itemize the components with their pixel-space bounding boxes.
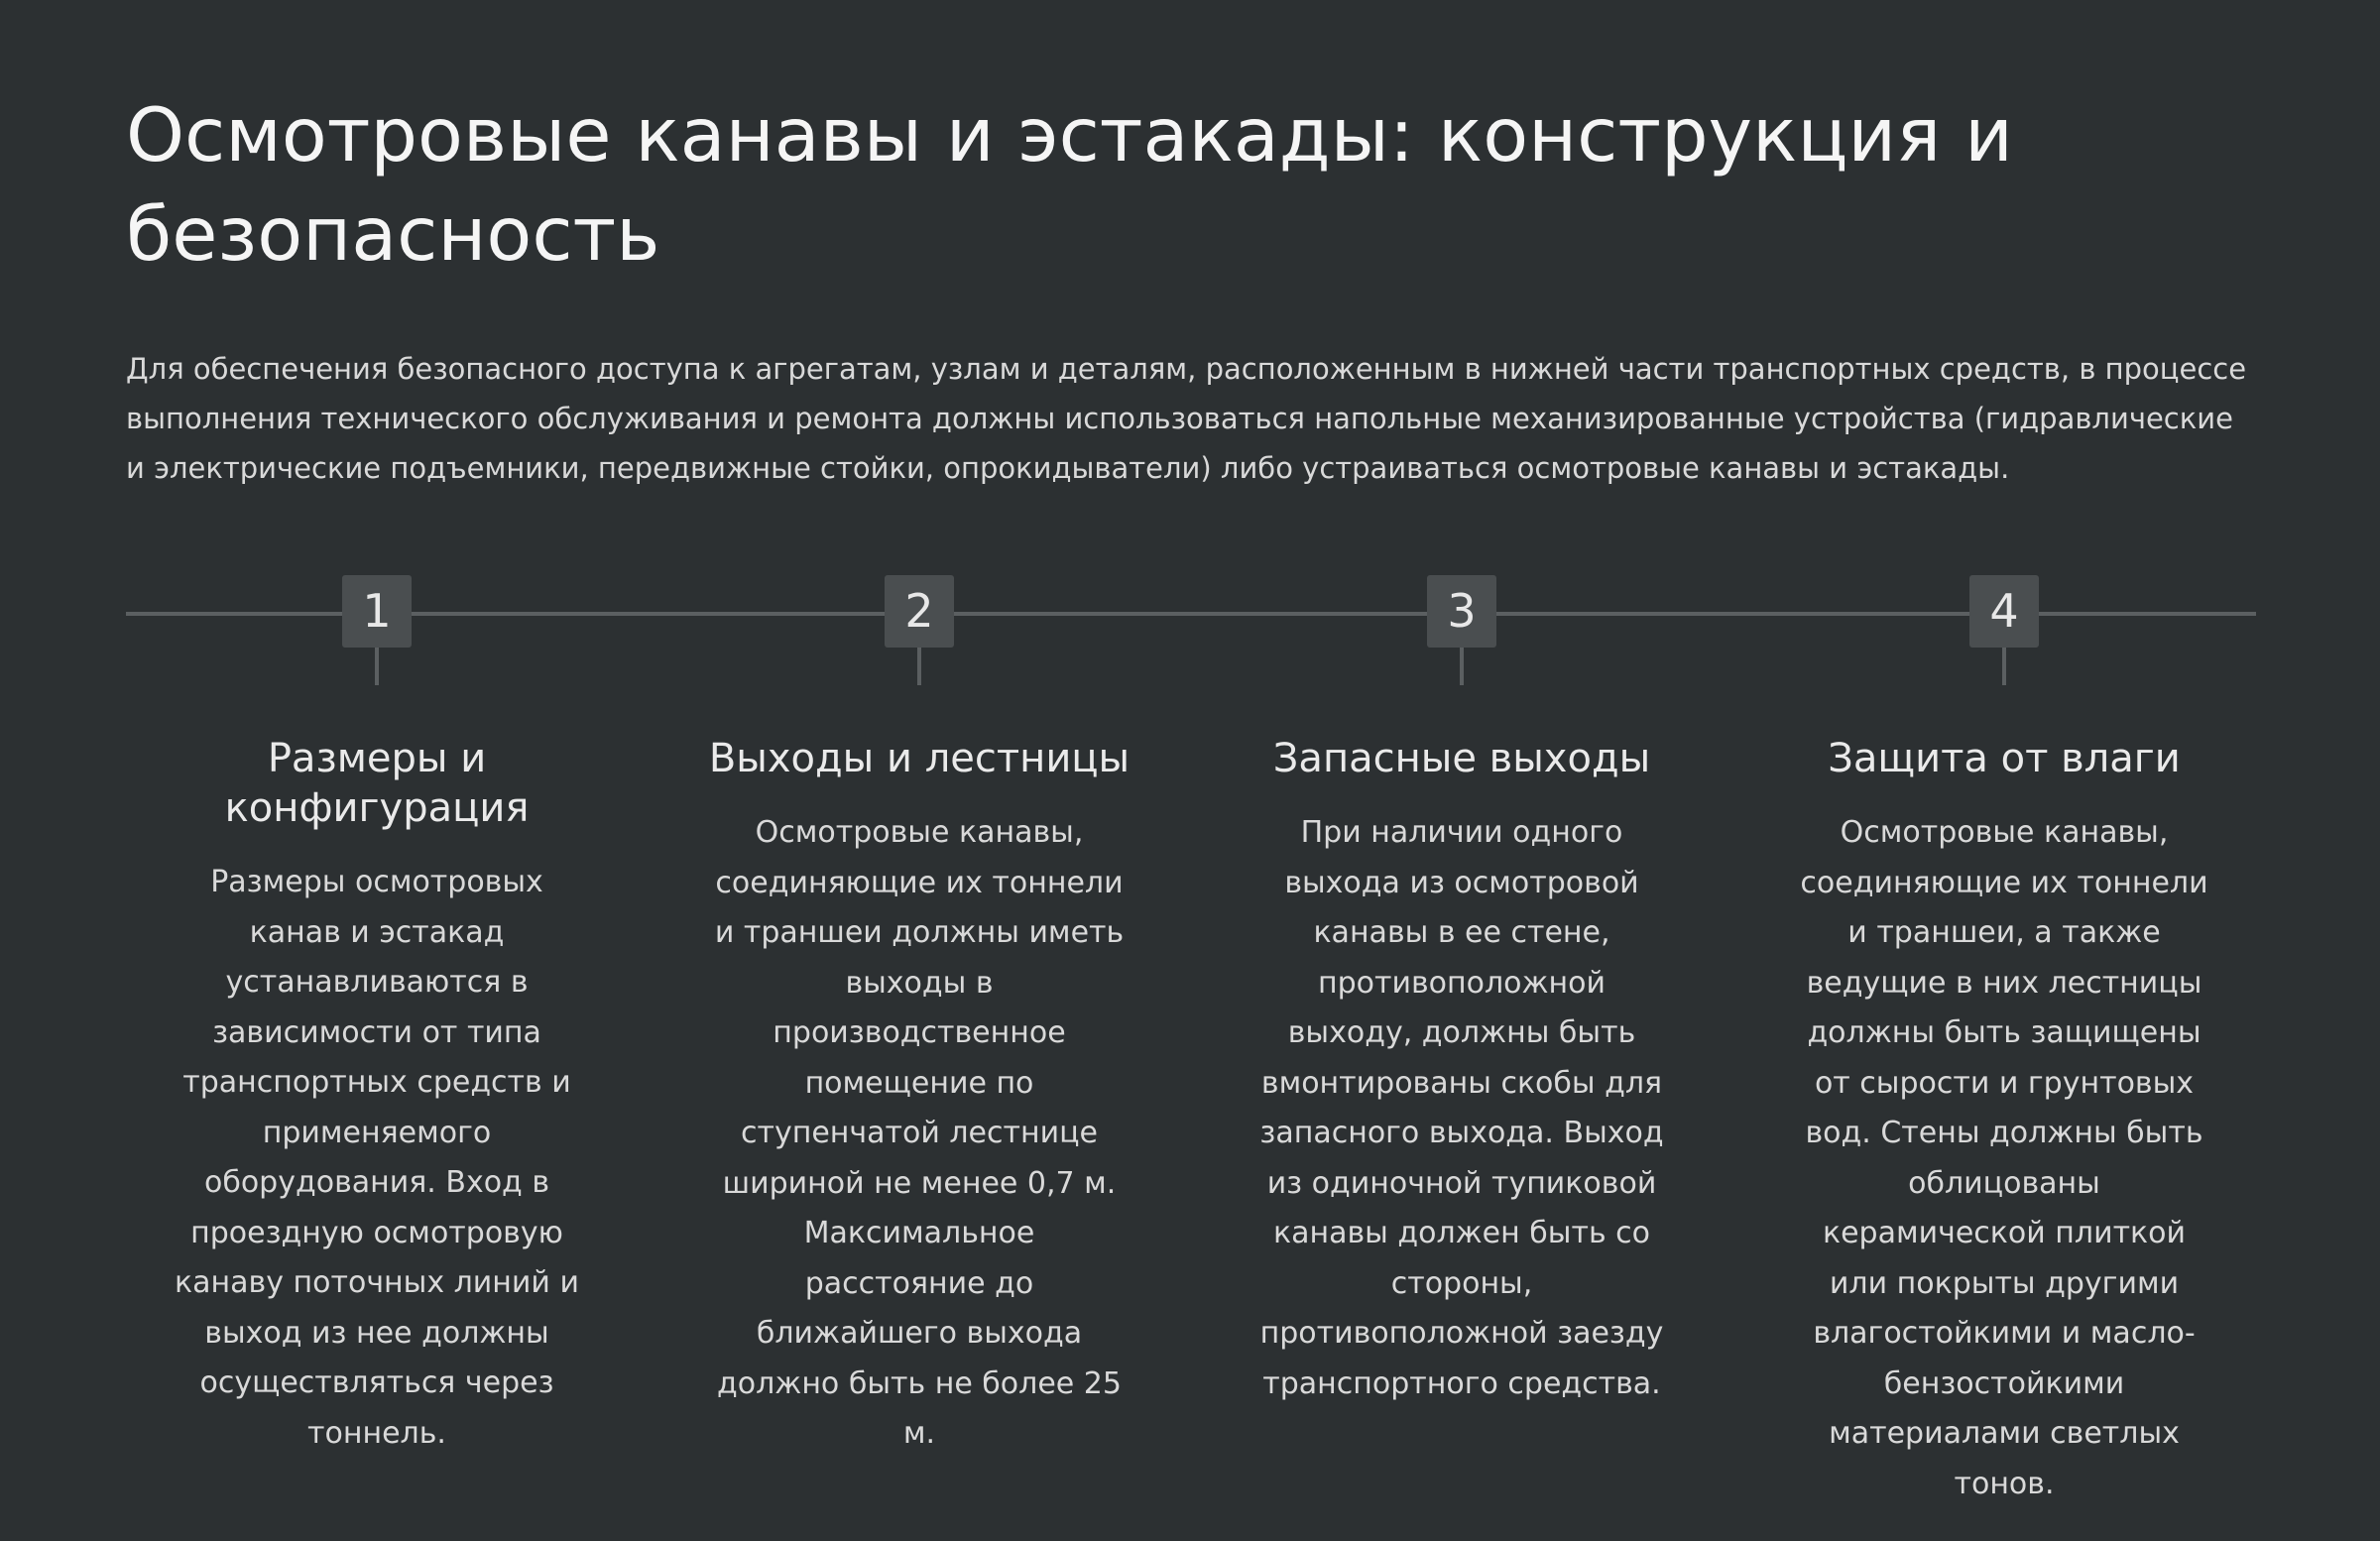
intro-paragraph: Для обеспечения безопасного доступа к агрегатам, узлам и деталям, расположенным в нижней части транспортных средств, в процессе выполнения технического обслуживания и ремонта должны использоваться напольные механизированные устройства (гидравлические и электрические подъемники, передвижные стойки, опрокидыватели) либо устраиваться осмотровые канавы и эстакады. <box>126 352 2247 485</box>
step-title: Защита от влаги <box>1828 736 2181 781</box>
step-title: Выходы и лестницы <box>708 736 1130 781</box>
step-connector <box>375 648 379 685</box>
step-number-badge: 2 <box>885 575 954 648</box>
page-title: Осмотровые канавы и эстакады: конструкция и безопасность <box>126 91 2013 278</box>
step-description: Осмотровые канавы, соединяющие их тоннели и траншеи, а также ведущие в них лестницы должны быть защищены от сырости и грунтовых вод. Стены должны быть облицованы керамической плиткой или покрыты другими влагостойкими и масло-бензостойкими материалами светлых тонов. <box>1800 815 2208 1501</box>
step-number-badge: 3 <box>1427 575 1496 648</box>
step-title: Размеры и конфигурация <box>224 736 530 831</box>
step-number-badge: 4 <box>1969 575 2039 648</box>
step-description: Осмотровые канавы, соединяющие их тоннели и траншеи должны иметь выходы в производственное помещение по ступенчатой лестнице шириной не менее 0,7 м. Максимальное расстояние до ближайшего выхода должно быть не более 25 м. <box>714 815 1125 1451</box>
step-connector <box>2002 648 2006 685</box>
step-number-badge: 1 <box>342 575 412 648</box>
step-title: Запасные выходы <box>1272 736 1651 781</box>
step-description: При наличии одного выхода из осмотровой канавы в ее стене, противоположной выходу, должны быть вмонтированы скобы для запасного выхода. Выход из одиночной тупиковой канавы должен быть со стороны, противоположной заезду транспортного средства. <box>1259 815 1664 1401</box>
step-connector <box>1460 648 1464 685</box>
step-connector <box>917 648 921 685</box>
timeline-line <box>126 612 2256 616</box>
step-description: Размеры осмотровых канав и эстакад устанавливаются в зависимости от типа транспортных средств и применяемого оборудования. Вход в проездную осмотровую канаву поточных линий и выход из нее должны осуществляться через тоннель. <box>175 865 579 1451</box>
